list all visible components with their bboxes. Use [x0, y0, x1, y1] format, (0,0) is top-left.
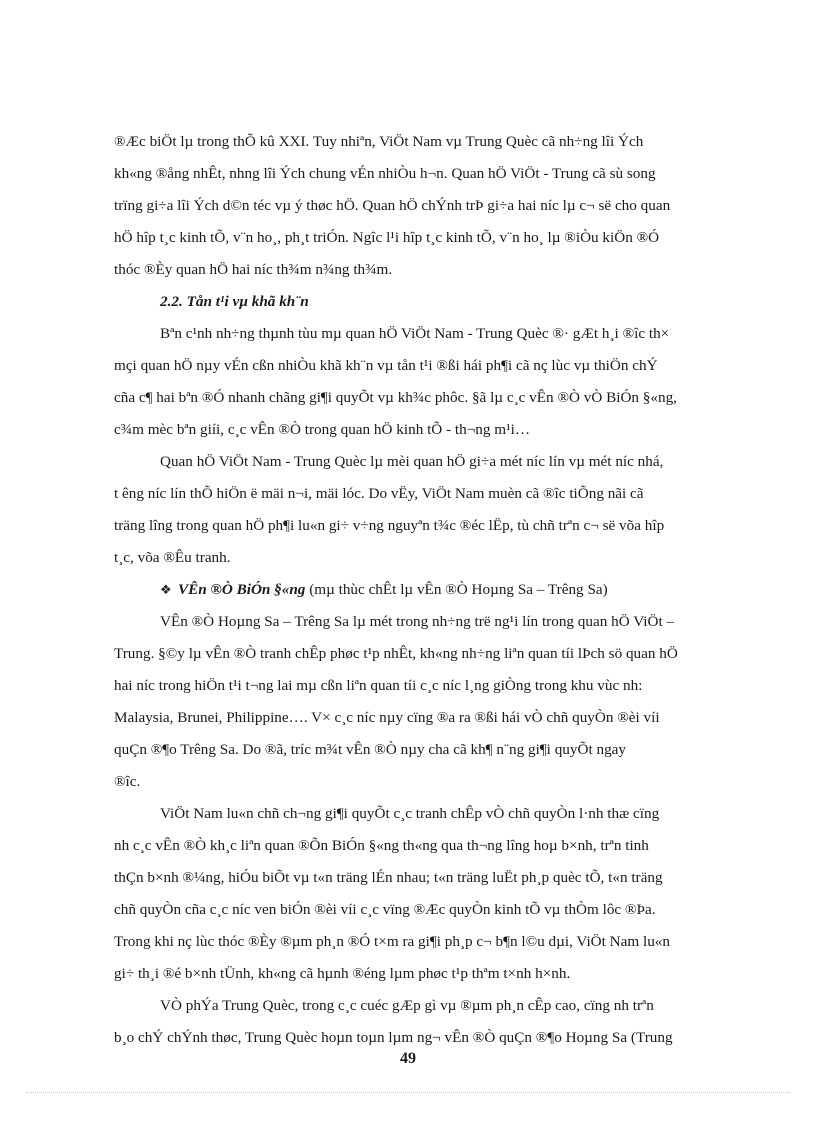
- text-line: ®Æc biÖt lµ trong thÕ kû XXI. Tuy nhiªn, ViÖt Nam vµ Trung Quèc cã nh÷ng lîi Ých: [114, 133, 644, 150]
- paragraph-3: [114, 446, 760, 574]
- text-line: trïng gi÷a lîi Ých d©n téc vµ ý thøc hÖ. Quan hÖ chÝnh trÞ gi÷a hai níc lµ c¬ së cho quan: [114, 197, 671, 214]
- text-line: VÒ phÝa Trung Quèc, trong c¸c cuéc gÆp gì vµ ®µm ph¸n cÊp cao, cïng nh trªn: [160, 997, 654, 1014]
- text-line: mçi quan hÖ nµy vÉn cßn nhiÒu khã kh¨n vµ tån t¹i ®ßi hái ph¶i cã nç lùc vµ thiÖn chÝ: [114, 357, 658, 374]
- text-line: Quan hÖ ViÖt Nam - Trung Quèc lµ mèi quan hÖ gi÷a mét níc lín vµ mét níc nhá,: [160, 453, 664, 470]
- text-line: chñ quyÒn cña c¸c níc ven biÓn ®èi víi c¸c vïng ®Æc quyÒn kinh tÕ vµ thÒm lôc ®Þa.: [114, 901, 656, 918]
- text-line: t¸c, võa ®Êu tranh.: [114, 549, 231, 566]
- section-heading: 2.2. Tån t¹i vµ khã kh¨n: [160, 293, 309, 310]
- text-line: träng lîng trong quan hÖ ph¶i lu«n gi÷ v÷ng nguyªn t¾c ®éc lËp, tù chñ trªn c¬ së võa hîp: [114, 517, 665, 534]
- text-line: thóc ®Èy quan hÖ hai níc th¾m n¾ng th¾m.: [114, 261, 393, 278]
- text-line: hÖ hîp t¸c kinh tÕ, v¨n ho¸, ph¸t triÓn. Ngîc l¹i hîp t¸c kinh tÕ, v¨n ho¸ lµ ®iÒu kiÖn ®Ó: [114, 229, 660, 246]
- text-line: hai níc trong hiÖn t¹i t¬ng lai mµ cßn liªn quan tíi c¸c níc l¸ng giÒng trong khu vùc nh:: [114, 677, 643, 694]
- page-number: 49: [400, 1050, 416, 1067]
- text-line: gi÷ th¸i ®é b×nh tÜnh, kh«ng cã hµnh ®éng lµm phøc t¹p thªm t×nh h×nh.: [114, 965, 571, 982]
- text-line: ViÖt Nam lu«n chñ ch¬ng gi¶i quyÕt c¸c tranh chÊp vÒ chñ quyÒn l·nh thæ cïng: [160, 805, 660, 822]
- text-line: nh c¸c vÊn ®Ò kh¸c liªn quan ®Õn BiÓn §«ng th«ng qua th¬ng lîng hoµ b×nh, trªn tinh: [114, 837, 649, 854]
- text-line: VÊn ®Ò Hoµng Sa – Trêng Sa lµ mét trong nh÷ng trë ng¹i lín trong quan hÖ ViÖt –: [160, 613, 675, 630]
- text-line: quÇn ®¶o Trêng Sa. Do ®ã, tríc m¾t vÊn ®Ò nµy cha cã kh¶ n¨ng gi¶i quyÕt ngay: [114, 741, 626, 758]
- paragraph-6: [114, 990, 760, 1054]
- paragraph-5: [114, 798, 760, 990]
- bullet-title: VÊn ®Ò BiÓn §«ng: [178, 581, 306, 598]
- footer-divider: [26, 1092, 790, 1093]
- text-line: cña c¶ hai bªn ®Ó nhanh chãng gi¶i quyÕt vµ kh¾c phôc. §ã lµ c¸c vÊn ®Ò vÒ BiÓn §«ng,: [114, 389, 677, 406]
- text-line: Trong khi nç lùc thóc ®Èy ®µm ph¸n ®Ó t×m ra gi¶i ph¸p c¬ b¶n l©u dµi, ViÖt Nam lu«n: [114, 933, 670, 950]
- paragraph-1: [114, 126, 760, 286]
- text-line: b¸o chÝ chÝnh thøc, Trung Quèc hoµn toµn lµm ng¬ vÊn ®Ò quÇn ®¶o Hoµng Sa (Trung: [114, 1029, 673, 1046]
- text-line: kh«ng ®ång nhÊt, nhng lîi Ých chung vÉn nhiÒu h¬n. Quan hÖ ViÖt - Trung cã sù song: [114, 165, 656, 182]
- paragraph-2: [114, 318, 760, 446]
- bullet-subtitle: (mµ thùc chÊt lµ vÊn ®Ò Hoµng Sa – Trêng Sa): [305, 581, 608, 598]
- bullet-heading: [114, 574, 760, 606]
- body-text: [114, 126, 760, 1054]
- diamond-bullet-icon: ❖: [160, 583, 172, 598]
- text-line: Malaysia, Brunei, Philippine…. V× c¸c níc nµy cïng ®a ra ®ßi hái vÒ chñ quyÒn ®èi víi: [114, 709, 660, 726]
- paragraph-4: [114, 606, 760, 798]
- text-line: ®îc.: [114, 773, 141, 790]
- text-line: thÇn b×nh ®¼ng, hiÓu biÕt vµ t«n träng lÉn nhau; t«n träng luËt ph¸p quèc tÕ, t«n träng: [114, 869, 663, 886]
- text-line: c¾m mèc bªn giíi, c¸c vÊn ®Ò trong quan hÖ kinh tÕ - th¬ng m¹i…: [114, 421, 531, 438]
- text-line: Trung. §©y lµ vÊn ®Ò tranh chÊp phøc t¹p nhÊt, kh«ng nh÷ng liªn quan tíi lÞch sö quan hÖ: [114, 645, 678, 662]
- text-line: Bªn c¹nh nh÷ng thµnh tùu mµ quan hÖ ViÖt Nam - Trung Quèc ®· gÆt h¸i ®îc th×: [160, 325, 670, 342]
- text-line: t êng níc lín thÕ hiÖn ë mäi n¬i, mäi lóc. Do vËy, ViÖt Nam muèn cã ®îc tiÕng nãi cã: [114, 485, 644, 502]
